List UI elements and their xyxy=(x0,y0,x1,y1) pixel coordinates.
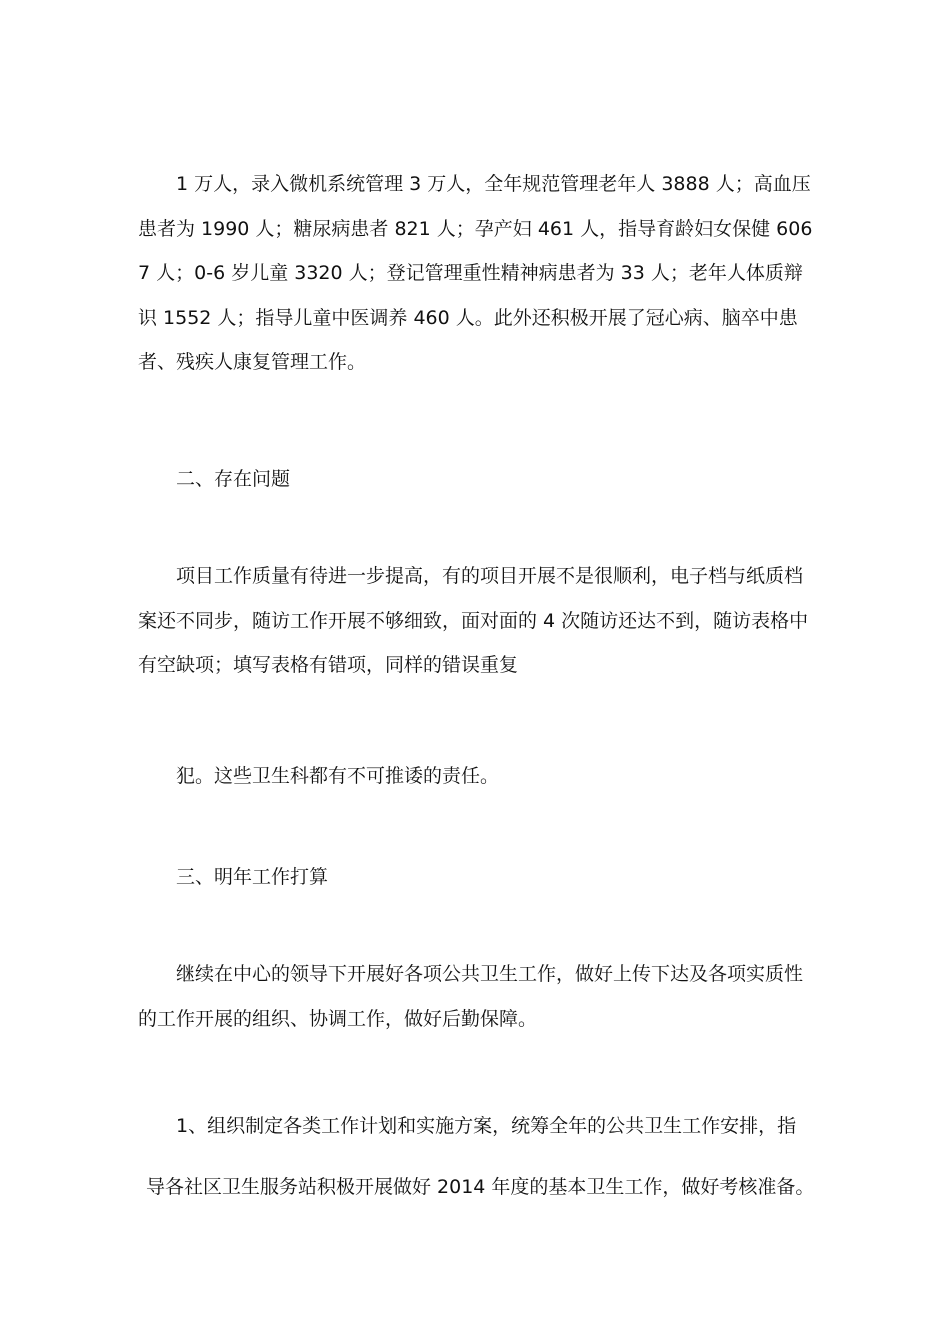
heading-existing-problems: 二、存在问题 xyxy=(176,468,291,490)
paragraph-problems-continued: 犯。这些卫生科都有不可推诿的责任。 xyxy=(176,765,500,787)
heading-next-year-plan: 三、明年工作打算 xyxy=(176,866,329,888)
paragraph-plan-item-1-line-1: 1、组织制定各类工作计划和实施方案，统筹全年的公共卫生工作安排，指 xyxy=(176,1115,797,1137)
paragraph-plan-intro: 继续在中心的领导下开展好各项公共卫生工作，做好上传下达及各项实质性的工作开展的组织、协调工作，做好后勤保障。 xyxy=(138,963,804,1030)
paragraph-plan-item-1-line-2: 导各社区卫生服务站积极开展做好 2014 年度的基本卫生工作，做好考核准备。 xyxy=(146,1176,815,1198)
paragraph-statistics: 1 万人，录入微机系统管理 3 万人，全年规范管理老年人 3888 人；高血压患者为 1990 人；糖尿病患者 821 人；孕产妇 461 人，指导育龄妇女保健 6067 人；0-6 岁儿童 3320 人；登记管理重性精神病患者为 33 人；老年人体质辩识 1552 人；指导儿童中医调养 460 人。此外还积极开展了冠心病、脑卒中患者、残疾人康复管理工作。 xyxy=(138,173,813,373)
paragraph-problems: 项目工作质量有待进一步提高，有的项目开展不是很顺利，电子档与纸质档案还不同步，随访工作开展不够细致，面对面的 4 次随访还达不到，随访表格中有空缺项；填写表格有错项，同样的错误重复 xyxy=(138,565,809,676)
